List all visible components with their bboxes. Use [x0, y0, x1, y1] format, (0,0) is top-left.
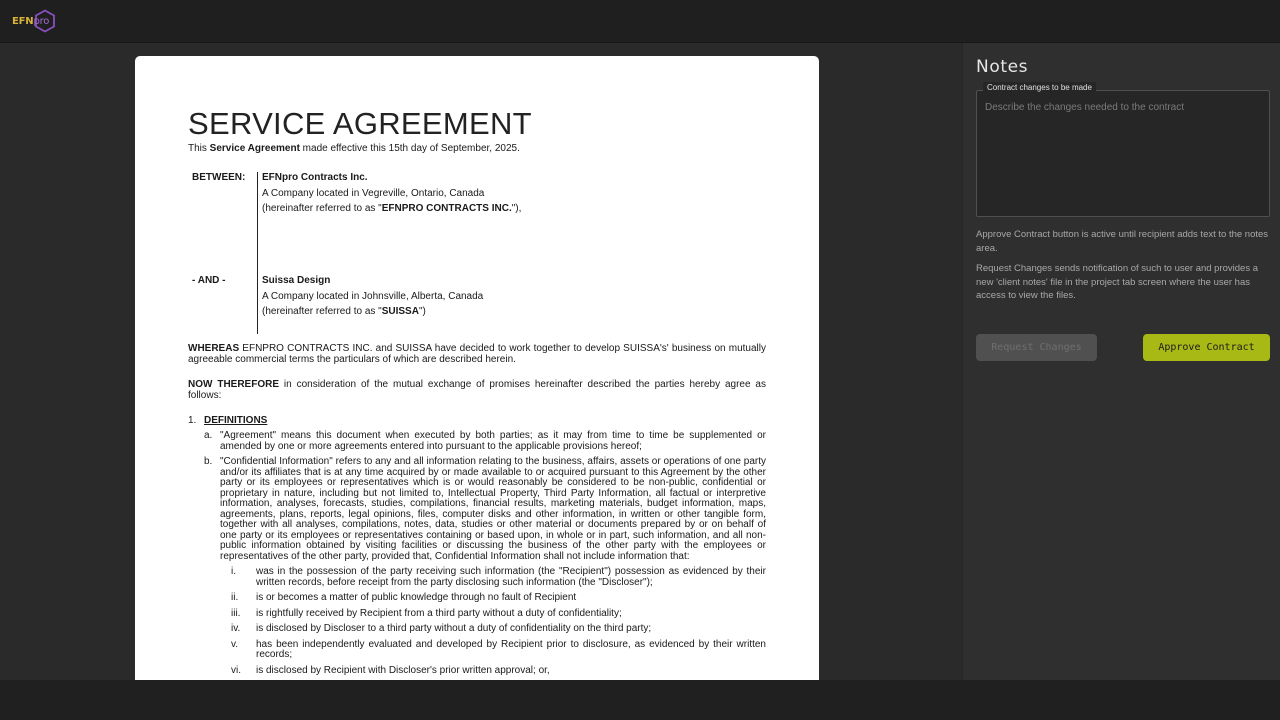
party-1-name: EFNpro Contracts Inc. — [262, 172, 368, 183]
notes-field-label: Contract changes to be made — [983, 82, 1096, 94]
item-marker: a. — [204, 430, 213, 441]
parties-block — [188, 172, 766, 334]
party-2-location: A Company located in Johnsville, Alberta, Canada — [262, 290, 484, 302]
between-label: BETWEEN: — [192, 172, 246, 183]
top-bar — [0, 0, 1280, 43]
logo-efn: EFN — [12, 15, 34, 27]
whereas-text: EFNPRO CONTRACTS INC. and SUISSA have decided to work together to develop SUISSA's' business on mutually agreeable commercial terms the particulars of which are described herein. — [188, 343, 766, 365]
party-1 — [262, 170, 521, 217]
definition-item — [188, 431, 766, 452]
approve-contract-button[interactable]: Approve Contract — [1143, 334, 1270, 361]
sub-item-text: is disclosed by Recipient with Discloser's prior written approval; or, — [256, 664, 550, 676]
definition-item — [188, 457, 766, 562]
notes-panel — [962, 43, 1280, 680]
party-1-ref-pre: (hereinafter referred to as " — [262, 203, 382, 214]
sub-item-marker: v. — [231, 638, 239, 650]
item-marker: b. — [204, 456, 213, 467]
request-changes-button[interactable]: Request Changes — [976, 334, 1097, 361]
party-1-location: A Company located in Vegreville, Ontario, Canada — [262, 187, 485, 199]
sub-item — [220, 609, 766, 620]
sub-item-marker: i. — [231, 566, 236, 577]
notes-title: Notes — [976, 57, 1029, 77]
sub-item-text: is disclosed by Discloser to a third party without a duty of confidentiality on the third party; — [256, 623, 652, 634]
party-2-ref-bold: SUISSA — [381, 306, 419, 317]
intro-post: made effective this 15th day of September, 2025. — [299, 143, 520, 154]
sub-item-marker: iv. — [231, 623, 241, 634]
now-therefore-clause — [188, 380, 766, 401]
section-definitions-heading — [188, 415, 766, 426]
document-viewer[interactable] — [0, 43, 962, 680]
app-logo[interactable] — [12, 10, 49, 32]
party-1-ref-post: "), — [511, 203, 522, 214]
section-number: 1. — [188, 415, 197, 426]
intro-pre: This — [188, 143, 210, 154]
sub-item — [220, 666, 766, 677]
party-2-ref-pre: (hereinafter referred to as " — [262, 306, 382, 317]
party-2-name: Suissa Design — [262, 275, 331, 286]
contract-changes-input[interactable] — [985, 102, 1261, 202]
sub-item — [220, 593, 766, 604]
sub-item-text: was in the possession of the party receiving such information (the "Recipient") possession as evidenced by their written records, before receipt from the party disclosing such information (the "Discloser"); — [256, 566, 766, 588]
approve-help-text: Approve Contract button is active until recipient adds text to the notes area. — [976, 229, 1269, 254]
party-2 — [262, 273, 483, 320]
sub-item-marker: iii. — [231, 607, 241, 619]
sub-item — [220, 567, 766, 588]
intro-bold: Service Agreement — [209, 143, 300, 154]
party-1-ref-bold: EFNPRO CONTRACTS INC. — [381, 203, 512, 214]
item-text: "Agreement" means this document when executed by both parties; as it may from time to time be supplemented or amended by one or more agreements entered into pursuant to the applicable provisions hereof; — [220, 430, 766, 452]
item-text: "Confidential Information" refers to any and all information relating to the business, affairs, assets or operations of one party and/or its affiliates that is at any time acquired by or made available to or acquired pursuant to this Agreement by the other party or its employees or representatives which is or would reasonably be considered to be non-public, confidential or proprietary in nature, including but not limited to, Intellectual Property, Third Party Information, all factual or interpretive information, analyses, forecasts, studies, compilations, financial results, marketing materials, budget information, maps, agreements, plans, reports, legal opinions, files, computer disks and other information, in written or other tangible form, together with all analyses, compilations, notes, data, studies or other material or documents prepared by or on behalf of one party or its employees or representatives containing or based upon, in whole or in part, such information, and all non-public information obtained by visiting facilities or discussing the business of the other party with the employees or representatives of the other party, provided that, Confidential Information shall not include information that: — [220, 456, 766, 562]
logo-pro: pro — [33, 15, 50, 27]
sub-item — [220, 640, 766, 661]
parties-divider — [257, 172, 258, 334]
now-bold: NOW THEREFORE — [188, 379, 280, 390]
whereas-clause — [188, 344, 766, 365]
party-2-ref — [262, 304, 483, 320]
document-title: SERVICE AGREEMENT — [188, 106, 532, 141]
now-text: in consideration of the mutual exchange of promises hereinafter described the parties hereby agree as follows: — [188, 379, 766, 401]
notes-field-wrapper — [976, 90, 1270, 217]
sub-item-marker: vi. — [231, 664, 241, 676]
sub-item-text: has been independently evaluated and developed by Recipient prior to disclosure, as evidenced by their written records; — [256, 638, 766, 660]
whereas-bold: WHEREAS — [188, 343, 240, 354]
sub-item-marker: ii. — [231, 592, 239, 603]
party-2-ref-post: ") — [418, 306, 426, 317]
and-label: - AND - — [192, 275, 226, 286]
contract-document — [135, 56, 819, 680]
sub-item-text: is rightfully received by Recipient from a third party without a duty of confidentiality; — [256, 607, 622, 619]
party-1-ref — [262, 201, 521, 217]
document-intro — [188, 143, 766, 155]
sub-item — [220, 624, 766, 635]
bottom-bar — [0, 680, 1280, 720]
request-help-text: Request Changes sends notification of such to user and provides a new 'client notes' file in the project tab screen where the user has access to view the files. — [976, 263, 1259, 301]
section-title: DEFINITIONS — [204, 415, 268, 426]
logo-text — [12, 16, 49, 27]
sub-item-text: is or becomes a matter of public knowledge through no fault of Recipient — [256, 592, 577, 603]
